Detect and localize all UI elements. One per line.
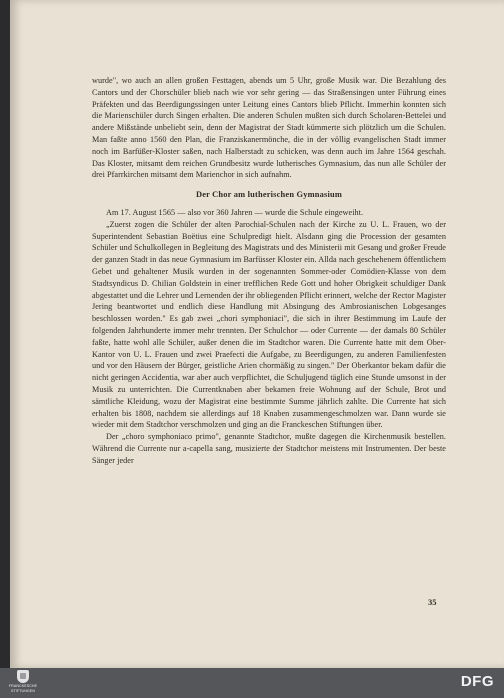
- paragraph-1: wurde", wo auch an allen großen Festtagen, abends um 5 Uhr, große Musik war. Die Bezahlung des Cantors und der Chorschüler blieb nach wie vor sehr gering — das Straßensingen unter Führung eines Präfekten und das Beerdigungssingen unter Leitung eines Cantors blieb Pflicht. Immerhin konnten sich die Marienschüler durch Singen erhalten. Die anderen Schulen mußten sich durch Scholaren-Bettelei und andere Mißstände unbeliebt sein, denn der Magistrat der Stadt kümmerte sich plötzlich um die Schulen. Man faßte anno 1560 den Plan, die Franziskanermönche, die in der völlig evangelischen Stadt immer noch im Barfüßer-Kloster saßen, nach Halberstadt zu schicken, was denn auch im Jahre 1564 geschah. Das Kloster, mitsamt dem reichen Grundbesitz wurde lutherisches Gymnasium, das nun alle Schüler der drei Pfarrkirchen mitsamt dem Marienchor in sich aufnahm.: [92, 76, 446, 180]
- paragraph-3: „Zuerst zogen die Schüler der alten Parochial-Schulen nach der Kirche zu U. L. Frauen, wo der Superintendent Sebastian Boëtius eine Schulpredigt hielt. Alsdann ging die Procession der gesamten Schüler und Schulkollegen in Begleitung des Magistrats und des Ministerii mit Gesang und großer Freude der ganzen Stadt in das neue Gymnasium im Barfüsser Kloster ein. Allda nach geschehenem öffentlichem Gebet und gehaltener Musik wurden in der sogenannten Sommer-oder Comödien-Klasse von dem Stadtsyndicus D. Chilian Goldstein in einer trefflichen Rede Gott und hoher Obrigkeit schuldiger Dank abgestattet und die Lehrer und Lernenden der ihr obliegenden Pflicht erinnert, welche der Rector Magister Jering beantwortet und endlich diese Handlung mit Absingung des Ambrosianischen Lobgesanges beschlossen worden." Es gab zwei „chori symphoniaci", die sich in ihrer Bestimmung im Laufe der folgenden Jahrhunderte immer mehr trennten. Der Schulchor — oder Currente — der damals 80 Schüler faßte, hatte wohl alle Schüler, außer denen die im Stadtchor waren. Die Currente hatte mit dem Ober-Kantor von U. L. Frauen und zwei Praefecti die Aufgabe, zu Beerdigungen, zu anderen Familienfesten und vor den Häusern der Bürger, geistliche Arien chormäßig zu singen." Der Oberkantor bekam dafür die nicht geringen Accidentia, war aber auch verpflichtet, die Schuljugend täglich eine Stunde umsonst in der Musik zu unterrichten. Die Currentknaben aber bekamen freie Wohnung auf der Schule, Brot und sämtliche Kleidung, wozu der Magistrat eine bestimmte Summe jährlich zahlte. Die Currente hat sich erhalten bis 1808, nachdem sie allerdings auf 18 Knaben zusammengeschmolzen war. Dann wurde sie wieder mit dem Stadtchor verschmolzen und ging an die Franckeschen Stiftungen über.: [92, 219, 446, 430]
- section-heading: Der Chor am lutherischen Gymnasium: [195, 190, 343, 200]
- page-number: 35: [428, 597, 437, 607]
- viewer-footer: [0, 668, 504, 698]
- body-text: [92, 75, 446, 467]
- logo-caption-line-2: STIFTUNGEN: [11, 689, 35, 693]
- logo-caption-line-1: FRANCKESCHE: [8, 684, 38, 688]
- paragraph-2: Am 17. August 1565 — also vor 360 Jahren — wurde die Schule eingeweiht.: [106, 207, 364, 217]
- paragraph-4: Der „choro symphoniaco primo", genannte Stadtchor, mußte dagegen die Kirchenmusik bestellen. Während die Currente nur a-capella sang, musizierte der Stadtchor meistens mit Instrumenten. Der beste Sänger jeder: [92, 432, 446, 465]
- shield-icon: [17, 670, 29, 683]
- franckesche-stiftungen-logo[interactable]: [6, 670, 40, 696]
- dfg-logo[interactable]: DFG: [460, 673, 494, 690]
- scanned-page: [10, 0, 504, 668]
